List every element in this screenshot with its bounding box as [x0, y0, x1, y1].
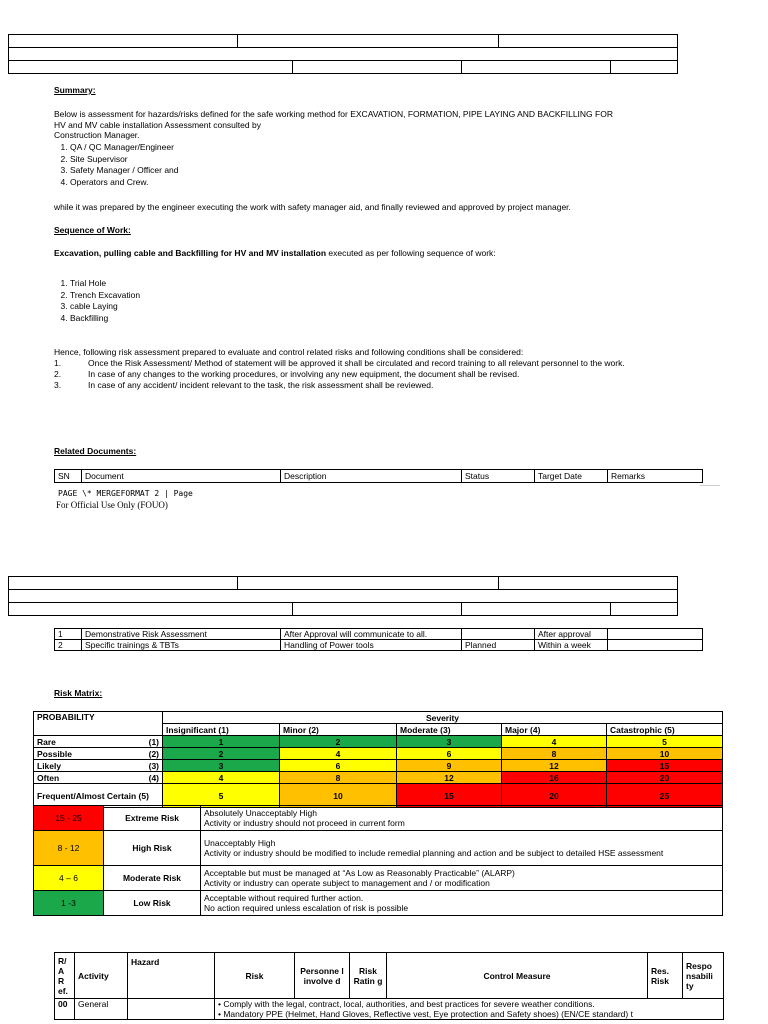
summary-closing: while it was prepared by the engineer executing the work with safety manager aid, and finally reviewed and approved by project manager. [54, 202, 571, 212]
severity-level: Minor (2) [280, 724, 397, 736]
page-header-subrow [8, 60, 678, 74]
legend-range: 4 – 6 [34, 866, 104, 891]
table-cell [608, 640, 703, 651]
risk-matrix-table [33, 711, 723, 808]
list-item: 2. Trench Excavation [70, 290, 140, 302]
summary-intro-line: HV and MV cable installation Assessment consulted by [54, 119, 261, 130]
row-hazard [128, 999, 215, 1020]
row-ref: 00 [55, 999, 75, 1020]
list-item: 4. Operators and Crew. [70, 177, 179, 189]
probability-label: PROBABILITY [34, 712, 163, 736]
severity-level: Catastrophic (5) [607, 724, 723, 736]
conditions-intro: Hence, following risk assessment prepared to evaluate and control related risks and following conditions shall be considered: [54, 347, 524, 357]
matrix-cell: 4 [502, 736, 607, 748]
severity-level: Insignificant (1) [163, 724, 280, 736]
sequence-heading: Sequence of Work: [54, 225, 131, 235]
legend-name: Low Risk [104, 891, 201, 916]
summary-intro-line: Below is assessment for hazards/risks defined for the safe working method for EXCAVATION, FORMATION, PIPE LAYING AND BACKFILLING FOR [54, 109, 613, 119]
matrix-cell: 5 [607, 736, 723, 748]
matrix-cell: 4 [280, 748, 397, 760]
legend-name: Moderate Risk [104, 866, 201, 891]
table-cell [608, 629, 703, 640]
control-measure: • Comply with the legal, contract, local, authorities, and best practices for severe weather conditions. [218, 999, 595, 1009]
risk-assessment-table [54, 952, 724, 1020]
page-footer-field [58, 489, 193, 498]
probability-name: Often [37, 772, 60, 783]
list-item: 4. Backfilling [70, 313, 140, 325]
matrix-cell: 12 [397, 772, 502, 784]
matrix-cell: 3 [163, 760, 280, 772]
legend-desc-line: Acceptable but must be managed at “As Low as Reasonably Practicable” (ALARP) [204, 868, 515, 878]
matrix-cell: 15 [607, 760, 723, 772]
item-text: Once the Risk Assessment/ Method of statement will be approved it shall be circulated and record training to all relevant personnel to the work. [88, 358, 625, 368]
summary-intro [54, 109, 734, 141]
column-header: Personne l involve d [295, 953, 350, 999]
matrix-cell: 15 [397, 784, 502, 808]
severity-level: Moderate (3) [397, 724, 502, 736]
item-number: 3. [54, 380, 62, 390]
item-number: 2. [54, 369, 62, 379]
sequence-intro [54, 248, 496, 258]
legend-desc-line: Activity or industry can operate subject to management and / or modification [204, 878, 490, 888]
related-documents-table [54, 628, 703, 651]
legend-row [34, 891, 723, 916]
table-row [55, 640, 703, 651]
sequence-intro-bold: Excavation, pulling cable and Backfilling for HV and MV installation [54, 248, 327, 258]
legend-desc [201, 891, 723, 916]
matrix-cell: 10 [280, 784, 397, 808]
list-item [54, 369, 754, 380]
column-header: Description [281, 470, 462, 483]
table-row [55, 999, 724, 1020]
matrix-cell: 6 [397, 748, 502, 760]
column-header: R/ A R ef. [55, 953, 75, 999]
column-header: Target Date [535, 470, 608, 483]
probability-level [34, 748, 163, 760]
list-item: 3. cable Laying [70, 301, 140, 313]
table-cell: Specific trainings & TBTs [82, 640, 281, 651]
risk-legend-table [33, 805, 723, 916]
probability-name: Rare [37, 736, 56, 747]
legend-name: High Risk [104, 831, 201, 866]
page-break-line [700, 485, 720, 486]
page-classification: For Official Use Only (FOUO) [56, 500, 168, 510]
matrix-row [34, 772, 723, 784]
page-header-table [8, 34, 678, 61]
legend-desc [201, 831, 723, 866]
probability-number: (3) [148, 760, 159, 771]
list-item [54, 358, 754, 369]
table-cell: Demonstrative Risk Assessment [82, 629, 281, 640]
conditions-list [54, 358, 754, 391]
related-heading: Related Documents: [54, 446, 137, 456]
column-header: Document [82, 470, 281, 483]
row-control-measures [215, 999, 724, 1020]
legend-desc-line: No action required unless escalation of risk is possible [204, 903, 409, 913]
matrix-cell: 2 [163, 748, 280, 760]
summary-intro-line: Construction Manager. [54, 130, 140, 140]
legend-row [34, 866, 723, 891]
matrix-cell: 4 [163, 772, 280, 784]
matrix-cell: 2 [280, 736, 397, 748]
page-header-table [8, 576, 678, 603]
row-activity: General [75, 999, 128, 1020]
matrix-row [34, 748, 723, 760]
matrix-cell: 5 [163, 784, 280, 808]
legend-range: 1 -3 [34, 891, 104, 916]
summary-heading: Summary: [54, 85, 96, 95]
column-header: Hazard [128, 953, 215, 999]
probability-name: Likely [37, 760, 62, 771]
table-cell: Within a week [535, 640, 608, 651]
matrix-cell: 8 [502, 748, 607, 760]
legend-name: Extreme Risk [104, 806, 201, 831]
probability-name: Possible [37, 748, 72, 759]
matrix-cell: 3 [397, 736, 502, 748]
probability-level [34, 736, 163, 748]
probability-level [34, 760, 163, 772]
table-cell: After Approval will communicate to all. [281, 629, 462, 640]
matrix-cell: 10 [607, 748, 723, 760]
consulted-list [37, 142, 179, 188]
matrix-cell: 1 [163, 736, 280, 748]
matrix-cell: 20 [607, 772, 723, 784]
probability-number: (1) [148, 736, 159, 747]
page-header-subrow [8, 602, 678, 616]
column-header: Control Measure [387, 953, 648, 999]
table-cell [462, 629, 535, 640]
list-item: 1. QA / QC Manager/Engineer [70, 142, 179, 154]
severity-level: Major (4) [502, 724, 607, 736]
table-header-row [55, 953, 724, 999]
risk-matrix-heading: Risk Matrix: [54, 688, 103, 698]
table-row [55, 629, 703, 640]
item-number: 1. [54, 358, 62, 368]
table-cell: 2 [55, 640, 82, 651]
legend-range: 8 - 12 [34, 831, 104, 866]
matrix-cell: 16 [502, 772, 607, 784]
column-header: Remarks [608, 470, 703, 483]
probability-level: Frequent/Almost Certain (5) [34, 784, 163, 808]
table-cell: After approval [535, 629, 608, 640]
legend-desc [201, 866, 723, 891]
matrix-cell: 25 [607, 784, 723, 808]
item-text: In case of any accident/ incident relevant to the task, the risk assessment shall be reviewed. [88, 380, 434, 390]
matrix-row [34, 736, 723, 748]
legend-desc-line: Unacceptably High [204, 838, 276, 848]
table-cell: Planned [462, 640, 535, 651]
probability-number: (4) [148, 772, 159, 783]
column-header: Risk Ratin g [350, 953, 387, 999]
column-header: Res. Risk [648, 953, 683, 999]
probability-number: (2) [148, 748, 159, 759]
related-header-table [54, 469, 703, 483]
column-header: Risk [215, 953, 295, 999]
list-item: 2. Site Supervisor [70, 154, 179, 166]
column-header: Activity [75, 953, 128, 999]
table-cell: Handling of Power tools [281, 640, 462, 651]
legend-desc-line: Absolutely Unacceptably High [204, 808, 317, 818]
severity-label: Severity [163, 712, 723, 724]
matrix-cell: 20 [502, 784, 607, 808]
legend-row [34, 831, 723, 866]
column-header: Status [462, 470, 535, 483]
control-measure: • Mandatory PPE (Helmet, Hand Gloves, Reflective vest, Eye protection and Safety shoes) (EN/CE standard) t [218, 1009, 633, 1019]
legend-desc-line: Activity or industry should not proceed in current form [204, 818, 405, 828]
legend-desc-line: Acceptable without required further action. [204, 893, 364, 903]
legend-desc [201, 806, 723, 831]
matrix-cell: 12 [502, 760, 607, 772]
matrix-cell: 9 [397, 760, 502, 772]
list-item [54, 380, 754, 391]
item-text: In case of any changes to the working procedures, or involving any new equipment, the document shall be revised. [88, 369, 520, 379]
matrix-cell: 8 [280, 772, 397, 784]
column-header: Respo nsabili ty [683, 953, 724, 999]
list-item: 3. Safety Manager / Officer and [70, 165, 179, 177]
matrix-cell: 6 [280, 760, 397, 772]
legend-desc-line: Activity or industry should be modified to include remedial planning and action and be subject to detailed HSE assessment [204, 848, 664, 858]
legend-range: 15 - 25 [34, 806, 104, 831]
column-header: SN [55, 470, 82, 483]
legend-row [34, 806, 723, 831]
sequence-intro-rest: executed as per following sequence of work: [326, 248, 496, 258]
matrix-row [34, 760, 723, 772]
probability-level [34, 772, 163, 784]
list-item: 1. Trial Hole [70, 278, 140, 290]
table-cell: 1 [55, 629, 82, 640]
page-field: PAGE \* MERGEFORMAT 2 | Page [58, 489, 193, 498]
sequence-steps [37, 278, 140, 324]
matrix-row [34, 784, 723, 808]
